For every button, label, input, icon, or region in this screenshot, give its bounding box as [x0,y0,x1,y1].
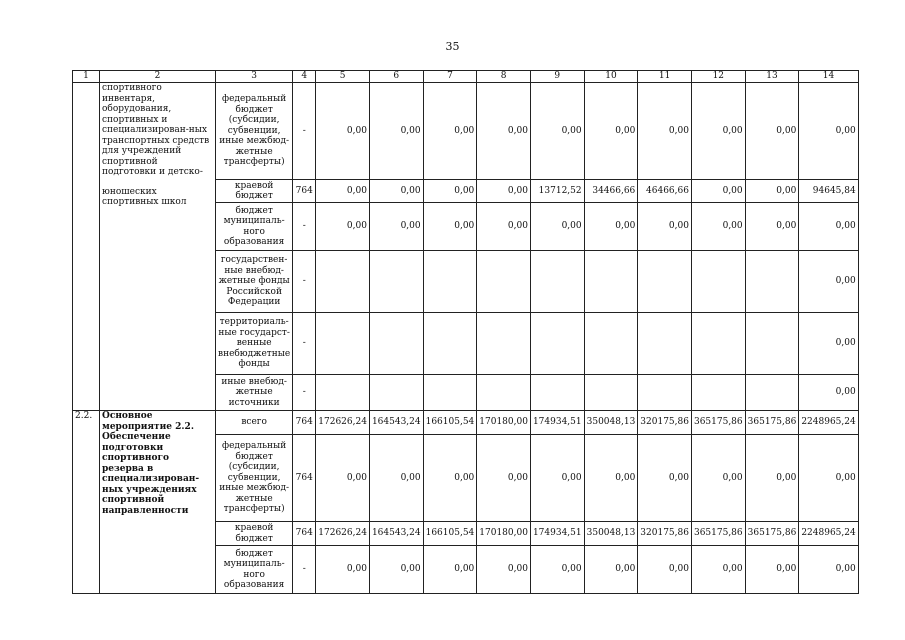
budget-code: 764 [293,522,316,546]
amount-cell: 0,00 [316,546,370,594]
amount-cell: 94645,84 [799,180,858,203]
amount-cell: 2248965,24 [799,411,858,435]
column-header: 14 [799,71,858,83]
amount-cell: 170180,00 [477,411,531,435]
amount-cell: 350048,13 [584,522,638,546]
amount-cell: 0,00 [799,313,858,375]
amount-cell [530,251,584,313]
funding-source: бюджет муниципаль-ного образования [216,546,293,594]
amount-cell: 0,00 [423,180,477,203]
amount-cell: 0,00 [477,83,531,180]
amount-cell: 0,00 [638,435,692,522]
column-header: 9 [530,71,584,83]
amount-cell: 0,00 [691,180,745,203]
amount-cell: 365175,86 [745,522,799,546]
amount-cell: 166105,54 [423,411,477,435]
amount-cell: 0,00 [745,180,799,203]
amount-cell: 0,00 [691,546,745,594]
amount-cell [638,251,692,313]
amount-cell: 0,00 [530,435,584,522]
amount-cell: 0,00 [530,83,584,180]
amount-cell: 0,00 [745,83,799,180]
amount-cell: 0,00 [745,546,799,594]
column-header: 2 [100,71,216,83]
amount-cell: 0,00 [423,435,477,522]
amount-cell: 2248965,24 [799,522,858,546]
funding-source: государствен-ные внебюд-жетные фонды Российской Федерации [216,251,293,313]
funding-source: бюджет муниципаль-ного образования [216,203,293,251]
column-header: 4 [293,71,316,83]
funding-source: территориаль-ные государст-венные внебюджетные фонды [216,313,293,375]
amount-cell: 174934,51 [530,411,584,435]
amount-cell [477,313,531,375]
column-header: 10 [584,71,638,83]
amount-cell: 0,00 [584,83,638,180]
amount-cell: 365175,86 [745,411,799,435]
amount-cell: 0,00 [638,83,692,180]
amount-cell [369,313,423,375]
budget-code: 764 [293,411,316,435]
budget-table [72,70,859,594]
amount-cell [584,313,638,375]
measure-name-part1: спортивного инвентаря, оборудования, спортивных и специализирован-ных транспортных средств для учреждений спортивной подготовки и детско- [102,83,210,177]
amount-cell [369,375,423,411]
amount-cell [477,251,531,313]
column-header: 6 [369,71,423,83]
budget-code: 764 [293,435,316,522]
amount-cell [745,251,799,313]
amount-cell: 46466,66 [638,180,692,203]
amount-cell [584,251,638,313]
measure-name-part2: юношеских спортивных школ [102,186,187,207]
amount-cell: 0,00 [530,546,584,594]
amount-cell: 365175,86 [691,522,745,546]
amount-cell: 0,00 [477,203,531,251]
amount-cell: 34466,66 [584,180,638,203]
amount-cell: 0,00 [316,83,370,180]
amount-cell: 174934,51 [530,522,584,546]
amount-cell [584,375,638,411]
row-number: 2.2. [73,411,100,594]
amount-cell [477,375,531,411]
amount-cell [423,375,477,411]
amount-cell: 0,00 [316,203,370,251]
amount-cell: 13712,52 [530,180,584,203]
amount-cell: 0,00 [423,203,477,251]
amount-cell: 0,00 [799,203,858,251]
amount-cell: 164543,24 [369,411,423,435]
amount-cell [691,375,745,411]
budget-code: - [293,251,316,313]
funding-source: федеральный бюджет (субсидии, субвенции, иные межбюд-жетные трансферты) [216,83,293,180]
budget-code: - [293,83,316,180]
amount-cell: 365175,86 [691,411,745,435]
amount-cell: 0,00 [638,203,692,251]
amount-cell: 0,00 [799,546,858,594]
measure-name: Основное мероприятие 2.2. Обеспечение подготовки спортивного резерва в специализирован-ных учреждениях спортивной направленности [100,411,216,594]
amount-cell: 0,00 [799,375,858,411]
funding-source: краевой бюджет [216,180,293,203]
funding-source: краевой бюджет [216,522,293,546]
measure-name [100,83,216,411]
amount-cell: 172626,24 [316,522,370,546]
funding-source: всего [216,411,293,435]
amount-cell: 0,00 [691,435,745,522]
budget-code: - [293,375,316,411]
column-header: 12 [691,71,745,83]
amount-cell [745,313,799,375]
amount-cell [745,375,799,411]
amount-cell: 0,00 [584,546,638,594]
amount-cell: 0,00 [316,435,370,522]
column-header: 7 [423,71,477,83]
amount-cell [638,313,692,375]
budget-code: - [293,203,316,251]
amount-cell [530,375,584,411]
amount-cell: 0,00 [745,203,799,251]
amount-cell [530,313,584,375]
amount-cell: 0,00 [530,203,584,251]
row-number [73,83,100,411]
amount-cell: 166105,54 [423,522,477,546]
amount-cell: 0,00 [369,546,423,594]
amount-cell: 0,00 [369,435,423,522]
amount-cell: 0,00 [799,83,858,180]
amount-cell [369,251,423,313]
amount-cell: 0,00 [477,435,531,522]
amount-cell: 0,00 [584,203,638,251]
amount-cell: 0,00 [369,83,423,180]
funding-source: иные внебюд-жетные источники [216,375,293,411]
table-row [73,411,859,435]
amount-cell: 172626,24 [316,411,370,435]
amount-cell [423,313,477,375]
column-header: 1 [73,71,100,83]
amount-cell: 0,00 [423,546,477,594]
amount-cell: 0,00 [799,435,858,522]
amount-cell: 0,00 [584,435,638,522]
amount-cell: 320175,86 [638,411,692,435]
amount-cell [316,375,370,411]
column-header: 8 [477,71,531,83]
header-row [73,71,859,83]
amount-cell: 0,00 [745,435,799,522]
amount-cell [316,313,370,375]
column-header: 5 [316,71,370,83]
page-number: 35 [445,40,460,53]
column-header: 13 [745,71,799,83]
amount-cell: 0,00 [691,83,745,180]
amount-cell [316,251,370,313]
column-header: 3 [216,71,293,83]
amount-cell [691,313,745,375]
amount-cell [423,251,477,313]
amount-cell: 0,00 [691,203,745,251]
amount-cell [691,251,745,313]
budget-code: - [293,313,316,375]
amount-cell: 0,00 [316,180,370,203]
amount-cell: 170180,00 [477,522,531,546]
amount-cell: 0,00 [799,251,858,313]
amount-cell: 164543,24 [369,522,423,546]
budget-code: - [293,546,316,594]
amount-cell: 320175,86 [638,522,692,546]
amount-cell: 0,00 [423,83,477,180]
amount-cell: 0,00 [369,180,423,203]
amount-cell [638,375,692,411]
amount-cell: 0,00 [638,546,692,594]
column-header: 11 [638,71,692,83]
budget-code: 764 [293,180,316,203]
amount-cell: 350048,13 [584,411,638,435]
amount-cell: 0,00 [477,180,531,203]
amount-cell: 0,00 [477,546,531,594]
table-row [73,83,859,180]
amount-cell: 0,00 [369,203,423,251]
funding-source: федеральный бюджет (субсидии, субвенции, иные межбюд-жетные трансферты) [216,435,293,522]
